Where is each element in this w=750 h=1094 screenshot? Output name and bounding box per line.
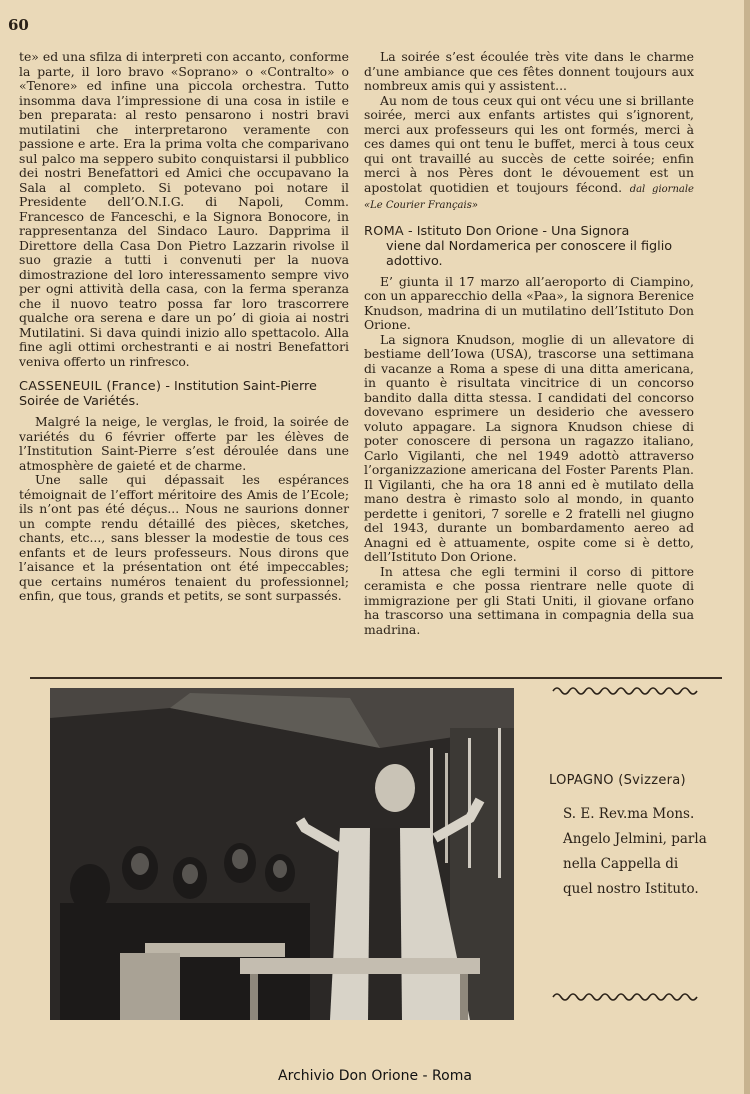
caption-place: LOPAGNO (Svizzera) xyxy=(549,773,686,788)
caption-text: S. E. Rev.ma Mons. Angelo Jelmini, parla nella Cappella di quel nostro Istituto. xyxy=(563,806,707,897)
photo-bishop-chapel xyxy=(50,688,514,1020)
photo-illustration xyxy=(50,688,514,1020)
paragraph: La signora Knudson, moglie di un allevatore di bestiame dell’Iowa (USA), trascorse una settimana di vacanze a Roma a spese di una ditta americana, in quanto è risultata vincitrice di un concorso bandito dalla ditta stessa. I candidati del concorso dovevano esprimere un desiderio che avessero voluto appagare. La signora Knudson chiese di poter conoscere di persona un ragazzo italiano, Carlo Vigilanti, che nel 1949 adottò attraverso l’organizzazione americana del Foster Parents Plan. Il Vigilanti, che ha ora 18 anni ed è mutilato della mano destra è rimasto solo al mondo, in quanto perdette i genitori, 7 sorelle e 2 fratelli nel giugno del 1943, durante un bombardamento aereo ad Anagni ed è attuamente, ospite come si è detto, dell’Istituto Don Orione. xyxy=(364,331,694,564)
paragraph-text: Au nom de tous ceux qui ont vécu une si brillante soirée, merci aux enfants artistes qui s’ignorent, merci aux professeurs qui les ont formés, merci à ces dames qui ont tenu le buffet, merci à tous ceux qui ont travaillé au succès de cette soirée; enfin merci à nos Pères dont le dévouement est un apostolat quotidien et toujours fécond. xyxy=(364,92,694,195)
wave-ornament-top xyxy=(551,682,699,696)
paragraph xyxy=(364,94,694,214)
right-column xyxy=(364,50,694,637)
source-credit: dal giornale «Le Courier Français» xyxy=(364,183,694,211)
paragraph: La soirée s’est écoulée très vite dans le charme d’une ambiance que ces fêtes donnent toujours aux nombreux amis qui y assistent... xyxy=(364,49,694,93)
section-place: ROMA xyxy=(364,223,404,239)
section-title: - Institution Saint-Pierre xyxy=(161,379,317,394)
section-place: CASSENEUIL (France) xyxy=(19,379,162,394)
paragraph: Une salle qui dépassait les espérances témoignait de l’effort méritoire des Amis de l’Ecole; ils n’ont pas été déçus... Nous ne saurions donner un compte rendu détaillé des pièces, sketches, chants, etc..., sans blesser la modestie de tous ces enfants et de leurs professeurs. Nous dirons que l’aisance et la présentation ont été impeccables; que certains numéros tenaient du professionnel; enfin, que tous, grands et petits, se sont surpassés. xyxy=(19,472,349,603)
section-heading-roma xyxy=(364,224,694,269)
paragraph: In attesa che egli termini il corso di pittore ceramista e che possa rientrare nelle quote di immigrazione per gli Stati Uniti, il giovane orfano ha trascorso una settimana in compagnia della sua madrina. xyxy=(364,563,694,637)
page-edge xyxy=(744,0,750,1094)
archive-footer: Archivio Don Orione - Roma xyxy=(278,1068,472,1084)
section-title: - Istituto Don Orione - Una Signora xyxy=(403,223,630,239)
left-column xyxy=(19,50,349,604)
section-subtitle: Soirée de Variétés. xyxy=(19,394,140,409)
wave-ornament-icon xyxy=(551,989,699,1003)
horizontal-rule xyxy=(30,677,722,679)
article-naples-continuation: te» ed una sfilza di interpreti con accanto, conforme la parte, il loro bravo «Soprano» o «Contralto» o «Tenore» ed infine una piccola orchestra. Tutto insomma dava l’impressione di una cosa in istile e ben preparata: al resto pensarono i nostri bravi mutilatini che interpretarono veramente con passione e arte. Era la prima volta che comparivano sul palco ma seppero subito conquistarsi il pubblico dei nostri Benefattori ed Amici che occupavano la Sala al completo. Si potevano poi notare il Presidente dell’O.N.I.G. di Napoli, Comm. Francesco de Fanceschi, e la Signora Bonocore, in rappresentanza del Sindaco Lauro. Dapprima il Direttore della Casa Don Pietro Lazzarin rivolse il suo grazie a tutti i convenuti per la nuova dimostrazione del loro interessamento sempre vivo per ogni attività della casa, con la ferma speranza che il nuovo teatro possa far loro trascorrere qualche ora serena e dare un po’ di gioia ai nostri Mutilatini. Si dava quindi inizio allo spettacolo. Alla fine agli ottimi orchestranti e ai nostri Benefattori veniva offerto un rinfresco. xyxy=(19,49,349,369)
paragraph: Malgré la neige, le verglas, le froid, la soirée de variétés du 6 février offerte par les élèves de l’Institution Saint-Pierre s’est déroulée dans une atmosphère de gaieté et de charme. xyxy=(19,414,349,473)
paragraph: E’ giunta il 17 marzo all’aeroporto di Ciampino, con un apparecchio della «Paa», la signora Berenice Knudson, madrina di un mutilatino dell’Istituto Don Orione. xyxy=(364,273,694,332)
section-subtitle: viene dal Nordamerica per conoscere il figlio adottivo. xyxy=(386,238,673,269)
page-number: 60 xyxy=(8,16,29,34)
section-heading-casseneuil xyxy=(19,379,349,409)
photo-caption xyxy=(549,773,709,902)
wave-ornament-bottom xyxy=(551,988,699,1002)
wave-ornament-icon xyxy=(551,683,699,697)
